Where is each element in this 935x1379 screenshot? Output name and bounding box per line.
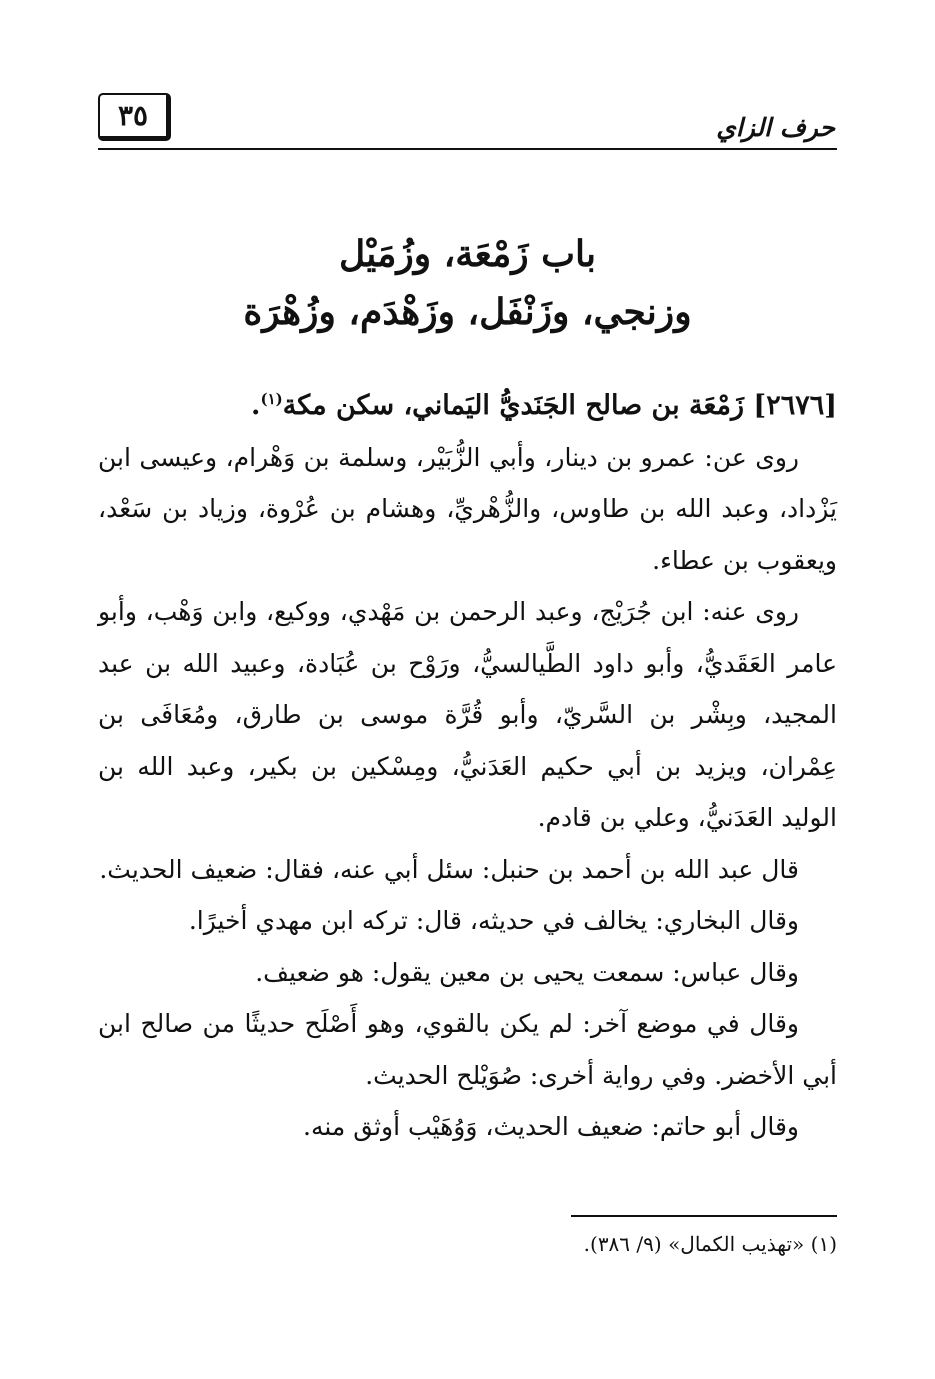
entry-heading-end: .	[251, 390, 261, 421]
page-number: ٣٥	[98, 93, 171, 141]
header-divider	[98, 148, 837, 150]
chapter-title-line-1: باب زَمْعَة، وزُمَيْل	[338, 233, 597, 275]
footnote: (١) «تهذيب الكمال» (٩/ ٣٨٦).	[583, 1232, 837, 1256]
footnote-divider	[571, 1215, 837, 1217]
running-head: حرف الزاي	[716, 113, 835, 142]
entry-name: زَمْعَة بن صالح الجَنَديُّ اليَماني، سكن مكة	[282, 390, 745, 421]
entry-heading	[98, 380, 837, 432]
chapter-title	[98, 225, 837, 341]
chapter-title-line-2: وزنجي، وزَنْفَل، وزَهْدَم، وزُهْرَة	[243, 291, 692, 333]
paragraph-abbas: وقال عباس: سمعت يحيى بن معين يقول: هو ضعيف.	[255, 957, 799, 987]
paragraph-bukhari: وقال البخاري: يخالف في حديثه، قال: تركه ابن مهدي أخيرًا.	[188, 906, 799, 935]
entry-number: [٢٦٧٦]	[753, 390, 837, 421]
paragraph-other-place: وقال في موضع آخر: لم يكن بالقوي، وهو أَصْلَح حديثًا من صالح ابن أبي الأخضر. وفي رواية أخرى: صُوَيْلح الحديث.	[98, 1009, 837, 1090]
footnote-reference: (١)	[260, 390, 283, 408]
paragraph-ibn-hanbal: قال عبد الله بن أحمد بن حنبل: سئل أبي عنه، فقال: ضعيف الحديث.	[99, 854, 799, 884]
body-text	[98, 380, 837, 1153]
paragraph-narrated-by: روى عنه: ابن جُرَيْج، وعبد الرحمن بن مَهْدي، ووكيع، وابن وَهْب، وأبو عامر العَقَديُّ، وأبو داود الطَّيالسيُّ، ورَوْح بن عُبَادة، وعبيد الله بن عبد المجيد، وبِشْر بن السَّريّ، وأبو قُرَّة موسى بن طارق، ومُعَافَى بن عِمْران، ويزيد بن أبي حكيم العَدَنيُّ، ومِسْكين بن بكير، وعبد الله بن الوليد العَدَنيُّ، وعلي بن قادم.	[98, 597, 837, 832]
paragraph-narrated-from: روى عن: عمرو بن دينار، وأبي الزُّبَيْر، وسلمة بن وَهْرام، وعيسى ابن يَزْداد، وعبد الله بن طاوس، والزُّهْريِّ، وهشام بن عُرْوة، وزياد بن سَعْد، ويعقوب بن عطاء.	[98, 442, 837, 575]
paragraph-abu-hatim: وقال أبو حاتم: ضعيف الحديث، وَوُهَيْب أوثق منه.	[303, 1112, 799, 1141]
